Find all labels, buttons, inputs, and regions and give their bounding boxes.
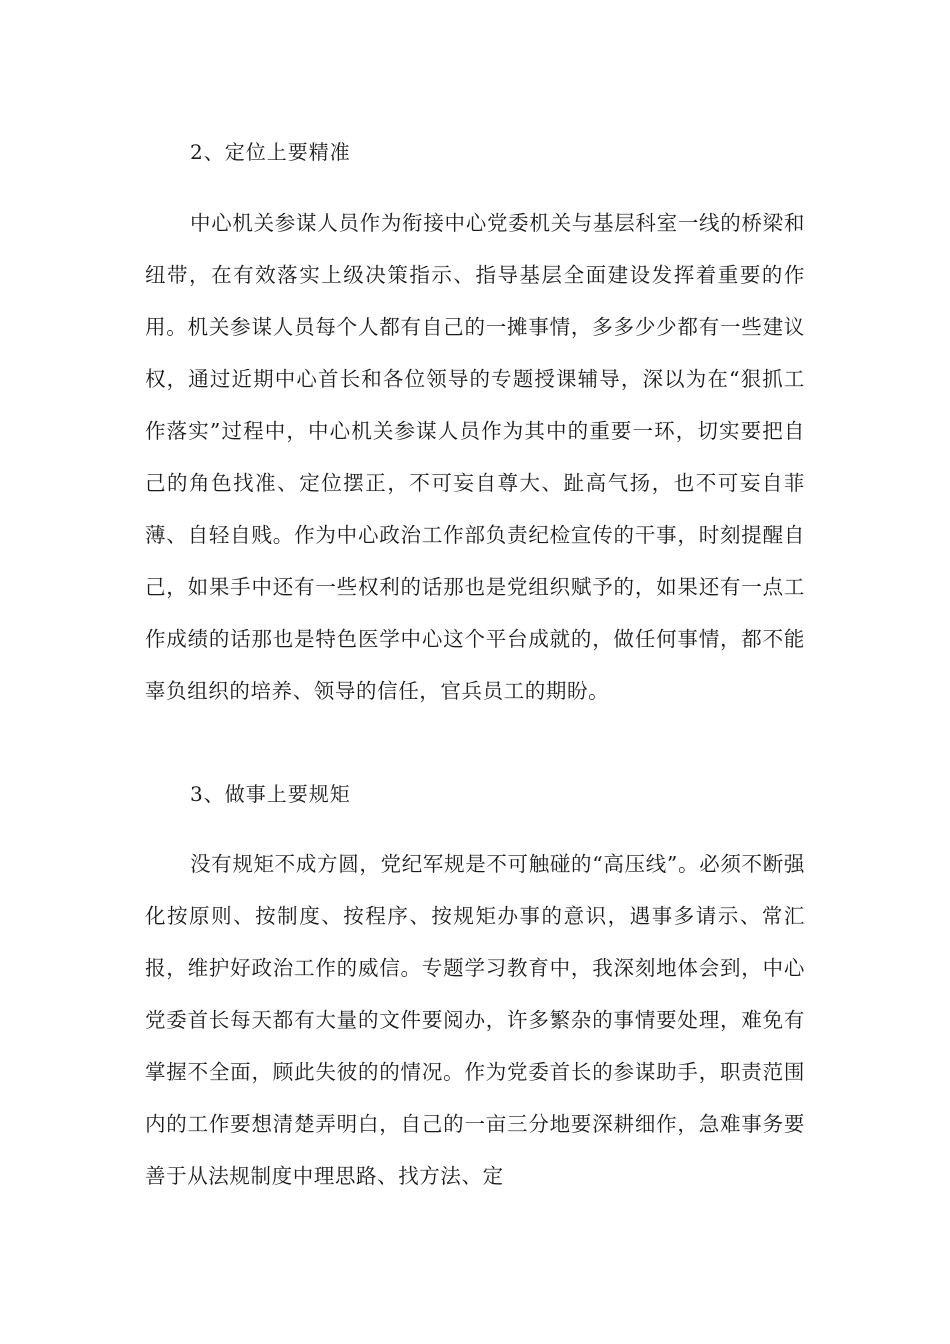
section-heading-rules: 3、做事上要规矩 [190,782,351,806]
section-paragraph-positioning: 中心机关参谋人员作为衔接中心党委机关与基层科室一线的桥梁和纽带，在有效落实上级决策指示、指导基层全面建设发挥着重要的作用。机关参谋人员每个人都有自己的一摊事情，多多少少都有一些建议权，通过近期中心首长和各位领导的专题授课辅导，深以为在“狠抓工作落实”过程中，中心机关参谋人员作为其中的重要一环，切实要把自己的角色找准、定位摆正，不可妄自尊大、趾高气扬，也不可妄自菲薄、自轻自贱。作为中心政治工作部负责纪检宣传的干事，时刻提醒自己，如果手中还有一些权利的话那也是党组织赋予的，如果还有一点工作成绩的话那也是特色医学中心这个平台成就的，做任何事情，都不能辜负组织的培养、领导的信任，官兵员工的期盼。 [145,211,805,703]
section-paragraph-rules: 没有规矩不成方圆，党纪军规是不可触碰的“高压线”。必须不断强化按原则、按制度、按程序、按规矩办事的意识，遇事多请示、常汇报，维护好政治工作的威信。专题学习教育中，我深刻地体会到，中心党委首长每天都有大量的文件要阅办，许多繁杂的事情要处理，难免有掌握不全面，顾此失彼的的情况。作为党委首长的参谋助手，职责范围内的工作要想清楚弄明白，自己的一亩三分地要深耕细作，急难事务要善于从法规制度中理思路、找方法、定 [145,852,805,1188]
section-heading-positioning: 2、定位上要精准 [190,140,351,164]
